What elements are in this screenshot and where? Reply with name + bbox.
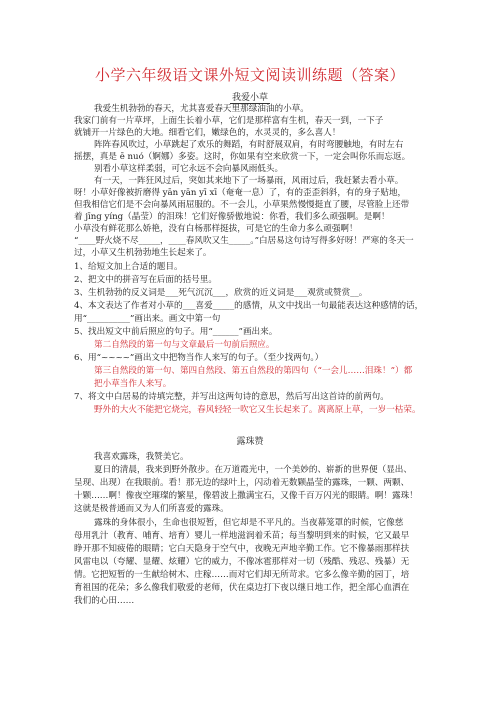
story-line: 别看小草这样柔弱，可它永远不会向暴风雨低头。 bbox=[94, 164, 284, 174]
passage-line: 十颗……啊！像夜空璀璨的繁星，像碧波上撒满宝石，又像千百万闪光的眼睛。啊！露珠！ bbox=[74, 491, 418, 501]
question-line: 7、将文中白居易的诗填完整，并写出这两句诗的意思，然后写出这首诗的前两句。 bbox=[74, 392, 389, 402]
question-line: 5、找出短文中前后照应的句子。用“______”画出来。 bbox=[74, 327, 278, 337]
story-line: 呀！小草好像被折磨得 yān yān yī xī（奄奄一息）了，有的歪歪斜斜，有的身子贴地， bbox=[74, 188, 407, 198]
document-title: 小学六年级语文课外短文阅读训练题（答案） bbox=[94, 66, 405, 84]
answer-line: 第三自然段的第一句、第四自然段、第五自然段的第四句（“一会儿……泪珠！”）都 bbox=[94, 366, 413, 376]
story-line: 但我相信它们是不会向暴风雨屈服的。不一会儿，小草果然慢慢挺直了腰，尽管脸上还带 bbox=[74, 200, 410, 210]
story-line: 我爱生机勃勃的春天，尤其喜爱春天里那绿油油的小草。 bbox=[94, 104, 309, 114]
passage-line: 夏日的清晨，我来到野外散步。在万道霞光中，一个美妙的、崭新的世界便（显出、 bbox=[94, 465, 412, 475]
section-title: 露珠赞 bbox=[236, 437, 264, 447]
story-line: 我家门前有一片草坪，上面生长着小草，它们是那样富有生机，春天一到，一下子 bbox=[74, 116, 384, 126]
passage-line: 育祖国的花朵；多么像我们敬爱的老师，伏在桌边打下夜以继日地工作，把全部心血洒在 bbox=[74, 583, 410, 593]
story-title bbox=[0, 90, 500, 103]
passage-line: 情。它把短暂的一生献给树木、庄稼……而对它们却无所苛求。它多么像辛勤的园丁，培 bbox=[74, 570, 410, 580]
passage-line: 睁开那不知疲倦的眼睛；它白天隐身于空气中，夜晚无声地辛勤工作。它不像暴雨那样扶 bbox=[74, 544, 410, 554]
story-line: 就铺开一片绿色的大地。细看它们，嫩绿色的，水灵灵的，多么喜人！ bbox=[74, 128, 341, 138]
answer-line: 第二自然段的第一句与文章最后一句前后照应。 bbox=[94, 340, 275, 350]
story-line: 小草没有鲜花那么娇艳，没有白杨那样挺拔，可是它的生命力多么顽强啊！ bbox=[74, 224, 358, 234]
question-line: 1、给短文加上合适的题目。 bbox=[74, 262, 183, 272]
passage-line: 我们的心田…… bbox=[74, 596, 135, 606]
passage-line: 风雷电以（夸耀、显耀、炫耀）它的威力，不像冰雹那样对一切（残酷、残忍、残暴）无 bbox=[74, 557, 410, 567]
story-line: “____野火烧不尽_____，____春风吹又生_____。”白居易这句诗写得多好呀！严寒的冬天一 bbox=[74, 236, 414, 246]
answer-line: 把小草当作人来写。 bbox=[94, 379, 172, 389]
story-line: 摇摆，真是 ē nuó（婀娜）多姿。这时，你如果有空来欣赏一下，一定会叫你乐而忘返。 bbox=[74, 152, 411, 162]
question-line: 3、生机勃勃的反义词是___死气沉沉___，欣赏的近义词是___观赏或赞赏__。 bbox=[74, 288, 368, 298]
question-line: 4、本文表达了作者对小草的___喜爱_____的感情，从文中找出一句最能表达这种感情的话， bbox=[74, 301, 424, 311]
passage-line: 这就是极普通而又为人们所喜爱的露珠。 bbox=[74, 504, 229, 514]
story-line: 阵阵春风吹过，小草跳起了欢乐的舞蹈，有时舒展双肩，有时弯腰触地，有时左右 bbox=[94, 140, 404, 150]
passage-line: 呈现、出现）在我眼前。看！那无边的绿叶上，闪动着无数颗晶莹的露珠，一颗、两颗、 bbox=[74, 478, 410, 488]
story-title-text: 我爱小草 bbox=[231, 93, 268, 103]
story-line: 过，小草又生机勃勃地生长起来了。 bbox=[74, 248, 212, 258]
passage-line: 露珠的身体很小，生命也很短暂，但它却是不平凡的。当夜幕笼罩的时候，它像慈 bbox=[94, 518, 404, 528]
passage-line: 母用乳汁（教育、哺育、培育）婴儿一样地滋润着禾苗；每当黎明到来的时候，它又最早 bbox=[74, 531, 410, 541]
question-line: 2、把文中的拼音写在后面的括号里。 bbox=[74, 275, 217, 285]
story-line: 有一天，一阵狂风过后，突如其来地下了一场暴雨，风雨过后，我赶紧去看小草。 bbox=[94, 176, 404, 186]
passage-line: 我喜欢露珠，我赞美它。 bbox=[94, 452, 189, 462]
story-line: 着 jīng yíng（晶莹）的泪珠！它们好像骄傲地说：你看，我们多么顽强啊。是啊！ bbox=[74, 212, 390, 222]
answer-line: 野外的大火不能把它烧完，春风轻轻一吹它又生长起来了。离离原上草，一岁一枯荣。 bbox=[94, 405, 421, 415]
question-line: 用“__________”画出来。画文中第一句 bbox=[74, 314, 221, 324]
question-line: 6、用“~~~~”画出文中把物当作人来写的句子。（至少找两句。） bbox=[74, 353, 324, 363]
